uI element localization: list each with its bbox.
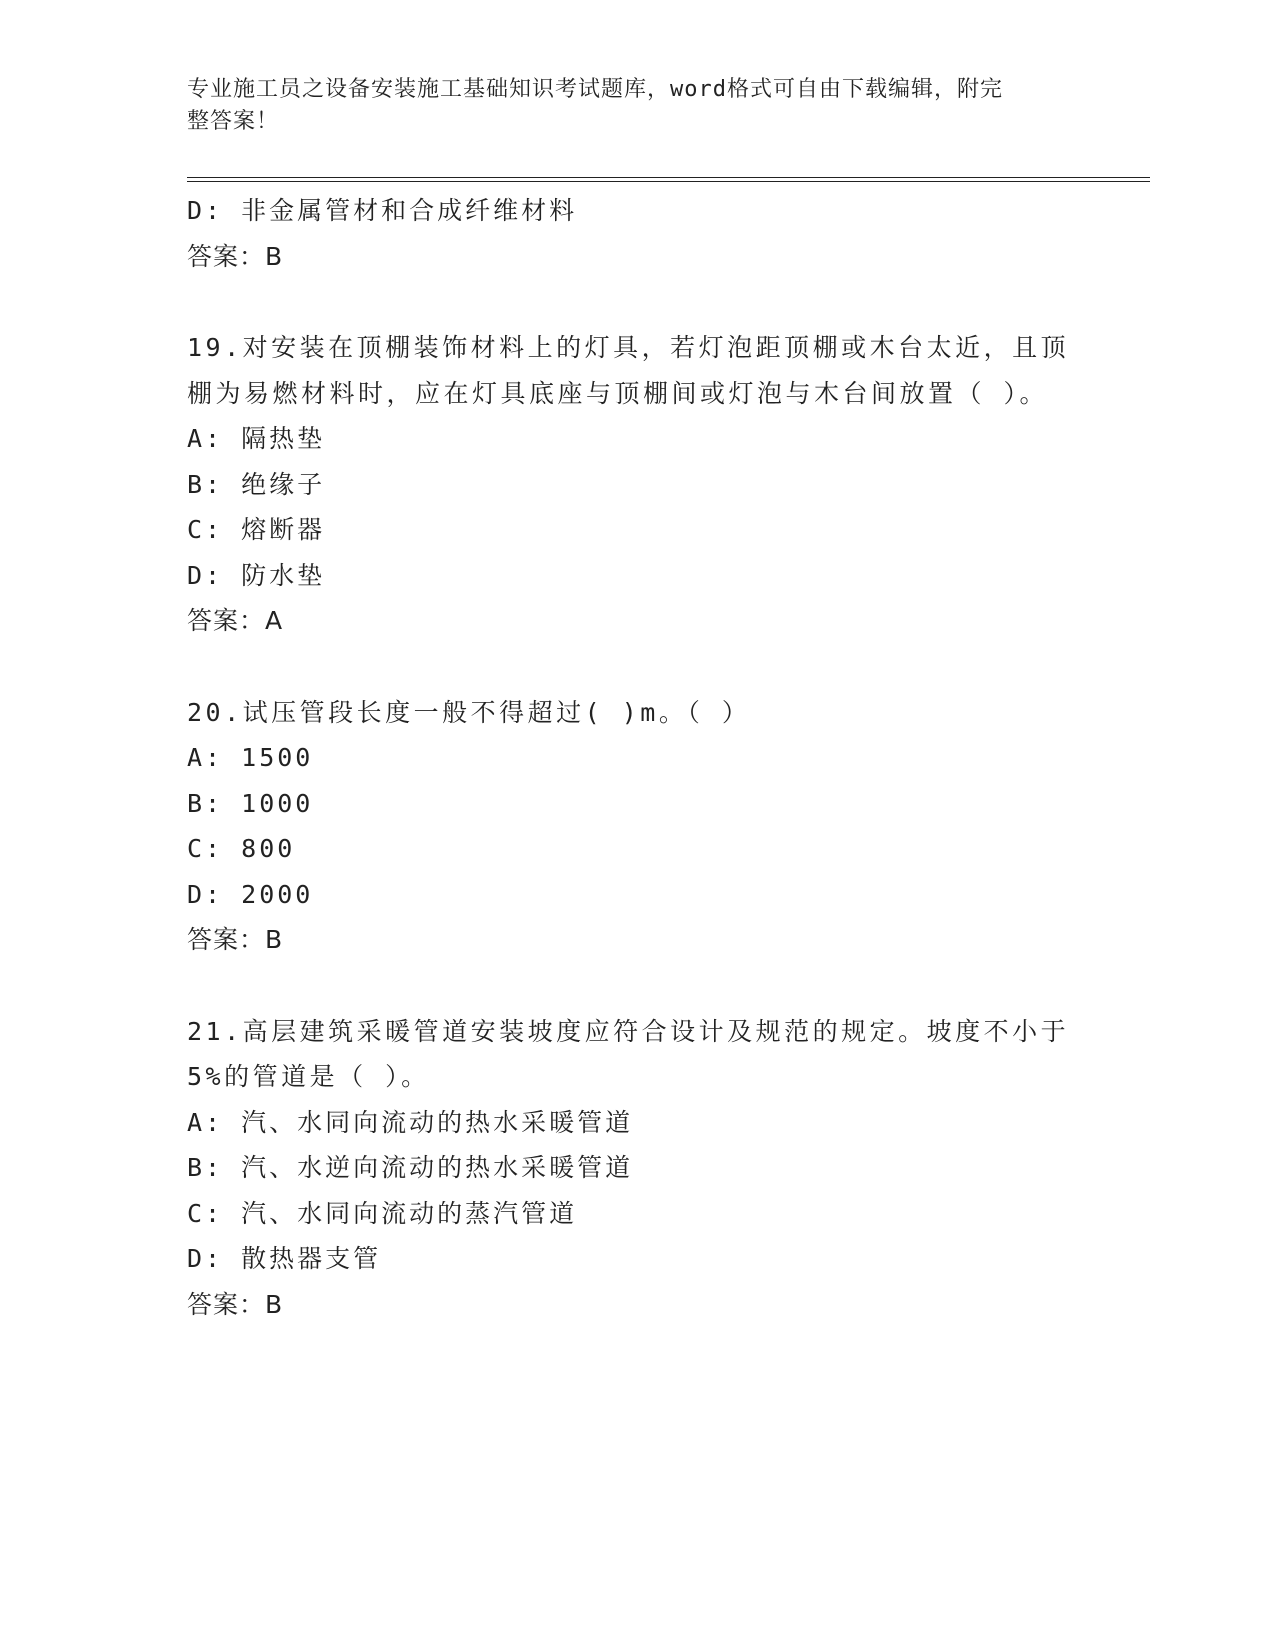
option-d: D: 2000 — [187, 879, 314, 909]
header-divider-bottom — [187, 181, 1150, 182]
question-19 — [187, 325, 1087, 644]
previous-question-tail — [187, 188, 1087, 279]
option-d: D: 非金属管材和合成纤维材料 — [187, 196, 578, 225]
question-text-line: 20.试压管段长度一般不得超过( )m。（ ） — [187, 697, 751, 727]
option-d: D: 散热器支管 — [187, 1244, 382, 1273]
option-a: A: 隔热垫 — [187, 424, 326, 453]
question-text-line: 棚为易燃材料时，应在灯具底座与顶棚间或灯泡与木台间放置（ ）。 — [187, 378, 1049, 408]
question-20 — [187, 690, 1087, 963]
option-d: D: 防水垫 — [187, 560, 326, 590]
option-b: B: 绝缘子 — [187, 469, 326, 499]
option-b: B: 1000 — [187, 788, 314, 818]
question-text — [187, 325, 1087, 416]
question-text-line: 21.高层建筑采暖管道安装坡度应符合设计及规范的规定。坡度不小于 — [187, 1016, 1070, 1046]
option-c: C: 熔断器 — [187, 515, 326, 544]
option-b: B: 汽、水逆向流动的热水采暖管道 — [187, 1153, 634, 1182]
header-divider-top — [187, 177, 1150, 178]
option-a: A: 汽、水同向流动的热水采暖管道 — [187, 1107, 634, 1137]
header-line-1: 专业施工员之设备安装施工基础知识考试题库，word格式可自由下载编辑，附完 — [187, 77, 1003, 102]
answer-line: 答案：B — [187, 1289, 284, 1319]
question-text — [187, 1009, 1087, 1100]
question-text — [187, 690, 1087, 736]
question-21 — [187, 1009, 1087, 1328]
option-c: C: 800 — [187, 834, 296, 863]
answer-line: 答案：B — [187, 925, 284, 954]
question-text-line: 19.对安装在顶棚装饰材料上的灯具，若灯泡距顶棚或木台太近，且顶 — [187, 333, 1070, 362]
document-header — [187, 74, 1067, 138]
answer-line: 答案：A — [187, 606, 284, 635]
option-a: A: 1500 — [187, 743, 314, 772]
question-list — [187, 188, 1087, 1327]
option-c: C: 汽、水同向流动的蒸汽管道 — [187, 1198, 578, 1228]
answer-line: 答案：B — [187, 241, 284, 271]
header-line-2: 整答案！ — [187, 109, 280, 134]
question-text-line: 5%的管道是（ ）。 — [187, 1062, 430, 1091]
